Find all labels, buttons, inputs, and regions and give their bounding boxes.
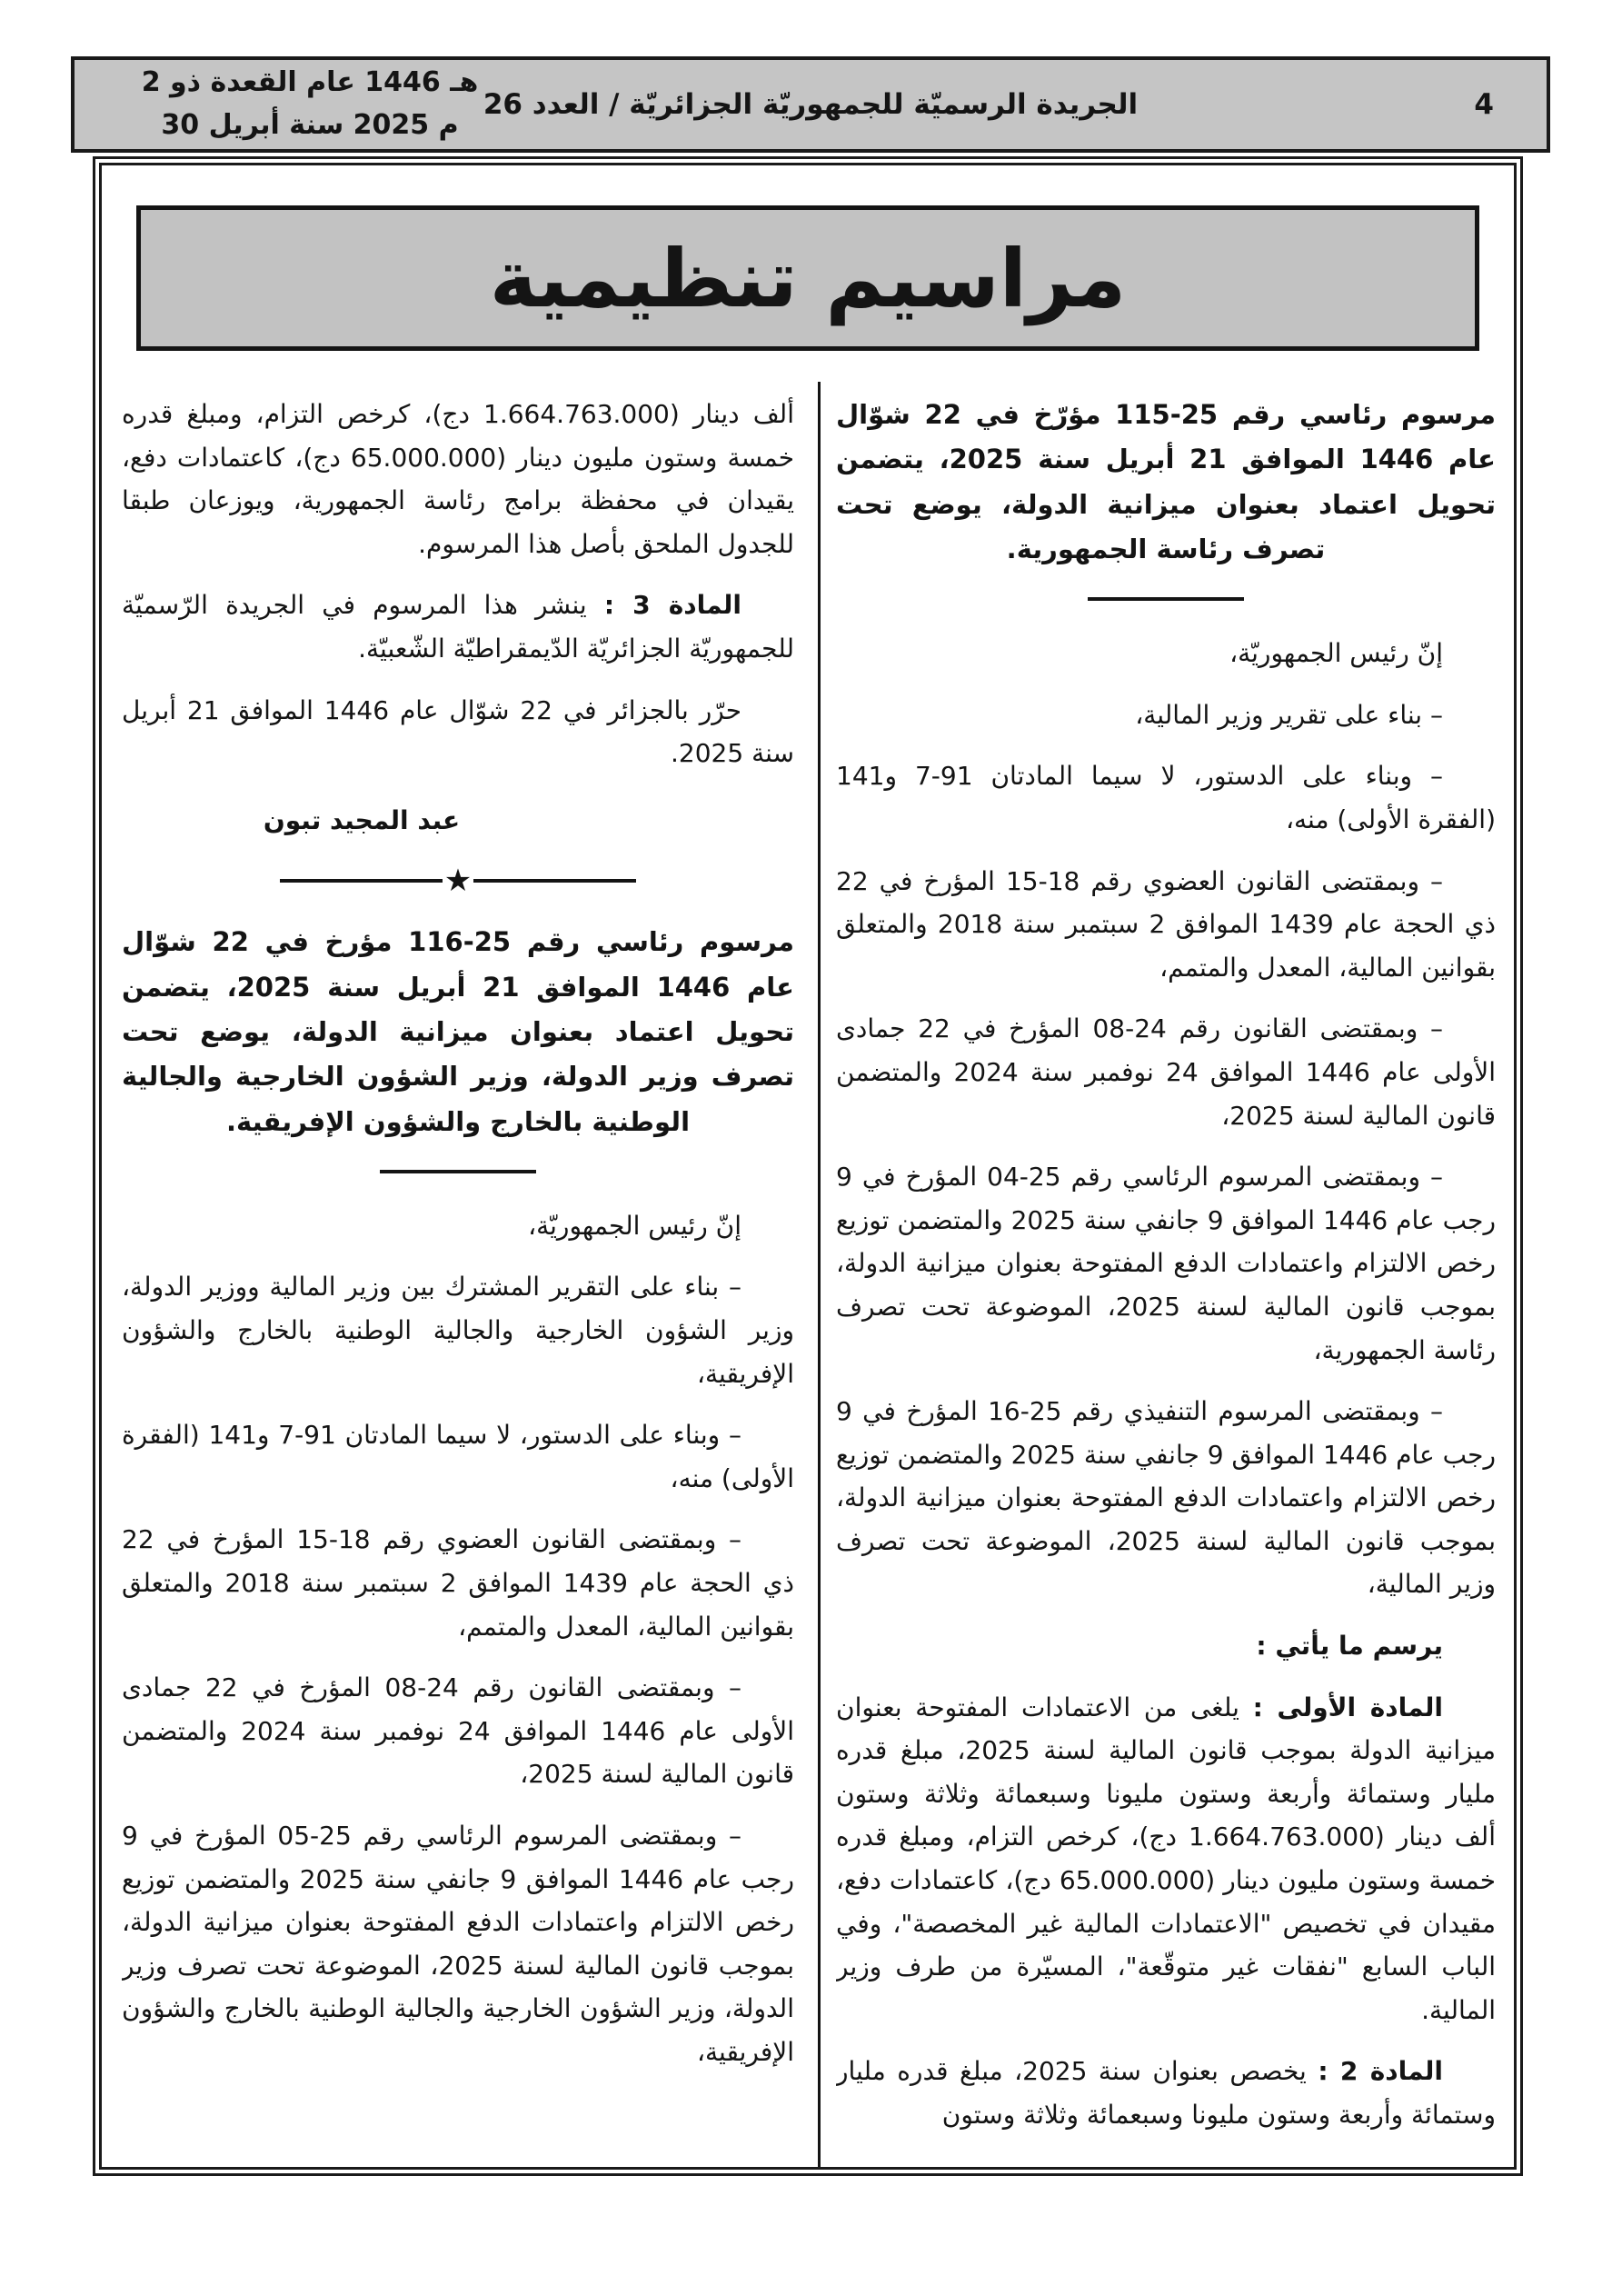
article-1 [836, 1686, 1496, 2032]
signature-name: عبد المجيد تبون [263, 804, 461, 835]
gregorian-date: م 2025 سنة أبريل 30 [161, 108, 459, 141]
visa-item: – وبمقتضى القانون رقم 24-08 المؤرخ في 22 جمادى الأولى عام 1446 الموافق 24 نوفمبر سنة 2024 والمتضمن قانون المالية لسنة 2025، [836, 1013, 1496, 1131]
section-banner-title: مراسيم تنظيمية [489, 231, 1127, 325]
article-2-text: يخصص بعنوان سنة 2025، مبلغ قدره مليار وستمائة وأربعة وستون مليونا وسبعمائة وثلاثة وستون [836, 2056, 1496, 2130]
visa-item: – وبناء على الدستور، لا سيما المادتان 91-7 و141 (الفقرة الأولى) منه، [122, 1420, 794, 1493]
decree-115-title: مرسوم رئاسي رقم 25-115 مؤرّخ في 22 شوّال عام 1446 الموافق 21 أبريل سنة 2025، يتضمن تحويل اعتماد بعنوان ميزانية الدولة، يوضع تحت تصرف رئاسة الجمهورية. [836, 399, 1496, 564]
visa-item: – وبمقتضى القانون العضوي رقم 18-15 المؤرخ في 22 ذي الحجة عام 1439 الموافق 2 سبتمبر سنة 2018 والمتعلق بقوانين المالية، المعدل والمتمم، [122, 1524, 794, 1642]
page-number: 4 [1474, 88, 1494, 121]
decree-116-title: مرسوم رئاسي رقم 25-116 مؤرخ في 22 شوّال عام 1446 الموافق 21 أبريل سنة 2025، يتضمن تحويل اعتماد بعنوان ميزانية الدولة، يوضع تحت تصرف وزير الدولة، وزير الشؤون الخارجية والجالية الوطنية بالخارج والشؤون الإفريقية. [122, 926, 794, 1137]
article-2 [836, 2050, 1496, 2136]
visa-item: – وبمقتضى القانون رقم 24-08 المؤرخ في 22 جمادى الأولى عام 1446 الموافق 24 نوفمبر سنة 2024 والمتضمن قانون المالية لسنة 2025، [122, 1672, 794, 1790]
article-3 [122, 584, 794, 670]
separator-rule [1088, 597, 1244, 601]
visa-item: – وبمقتضى المرسوم الرئاسي رقم 25-04 المؤرخ في 9 رجب عام 1446 الموافق 9 جانفي سنة 2025 والمتضمن توزيع رخص الالتزام واعتمادات الدفع المفتوحة بعنوان ميزانية الدولة، بموجب قانون المالية لسنة 2025، الموضوعة تحت تصرف رئاسة الجمهورية، [836, 1162, 1496, 1365]
article-2-label: المادة 2 : [1318, 2056, 1444, 2087]
section-banner [136, 205, 1479, 351]
visa-item: – وبناء على الدستور، لا سيما المادتان 91-7 و141 (الفقرة الأولى) منه، [836, 761, 1496, 834]
journal-title: الجريدة الرسميّة للجمهوريّة الجزائريّة / العدد 26 [483, 88, 1139, 121]
visa-item: – وبمقتضى المرسوم الرئاسي رقم 25-05 المؤرخ في 9 رجب عام 1446 الموافق 9 جانفي سنة 2025 والمتضمن توزيع رخص الالتزام واعتمادات الدفع المفتوحة بعنوان ميزانية الدولة، بموجب قانون المالية لسنة 2025، الموضوعة تحت تصرف وزير الدولة، وزير الشؤون الخارجية والجالية الوطنية بالخارج والشؤون الإفريقية، [122, 1820, 794, 2067]
signed-at: حرّر بالجزائر في 22 شوّال عام 1446 الموافق 21 أبريل سنة 2025. [122, 694, 794, 769]
enactment-clause: يرسم ما يأتي : [1256, 1631, 1443, 1662]
content-frame [93, 156, 1523, 2176]
star-separator [280, 863, 636, 900]
article-1-text: يلغى من الاعتمادات المفتوحة بعنوان ميزانية الدولة بموجب قانون المالية لسنة 2025، مبلغ قدره مليار وستمائة وأربعة وستون مليونا وسبعمائة وثلاثة وستون ألف دينار (1.664.763.000 دج)، كرخص التزام، ومبلغ قدره خمسة وستون مليون دينار (65.000.000 دج)، كاعتمادات دفع، مقيدان في تخصيص "الاعتمادات المالية غير المخصصة"، وفي الباب السابع "نفقات غير متوقّعة"، المسيّرة من طرف وزير المالية. [836, 1692, 1496, 2025]
visa-item: – بناء على تقرير وزير المالية، [1135, 699, 1443, 730]
visa-item: – وبمقتضى القانون العضوي رقم 18-15 المؤرخ في 22 ذي الحجة عام 1439 الموافق 2 سبتمبر سنة 2018 والمتعلق بقوانين المالية، المعدل والمتمم، [836, 865, 1496, 983]
column-divider [818, 382, 821, 2167]
article-1-label: المادة الأولى : [1252, 1692, 1443, 1722]
separator-line [473, 879, 636, 883]
visa-item: – بناء على التقرير المشترك بين وزير المالية ووزير الدولة، وزير الشؤون الخارجية والجالية الوطنية بالخارج والشؤون الإفريقية، [122, 1272, 794, 1389]
separator-line [280, 879, 443, 883]
preamble: إنّ رئيس الجمهوريّة، [1229, 638, 1443, 669]
hijri-date: هـ 1446 عام القعدة ذو 2 [141, 66, 479, 98]
right-column [836, 393, 1496, 2163]
left-column [122, 393, 794, 2163]
star-icon: ★ [443, 863, 473, 900]
visa-item: – وبمقتضى المرسوم التنفيذي رقم 25-16 المؤرخ في 9 رجب عام 1446 الموافق 9 جانفي سنة 2025 والمتضمن توزيع رخص الالتزام واعتمادات الدفع المفتوحة بعنوان ميزانية الدولة، بموجب قانون المالية لسنة 2025، الموضوعة تحت تصرف وزير المالية، [836, 1396, 1496, 1600]
preamble: إنّ رئيس الجمهوريّة، [528, 1210, 741, 1241]
article-3-text: ينشر هذا المرسوم في الجريدة الرّسميّة للجمهوريّة الجزائريّة الدّيمقراطيّة الشّعبيّة. [122, 590, 794, 664]
separator-rule [380, 1170, 536, 1173]
article-3-label: المادة 3 : [603, 590, 741, 621]
header-strip [71, 56, 1550, 153]
continuation-text: ألف دينار (1.664.763.000 دج)، كرخص التزام، ومبلغ قدره خمسة وستون مليون دينار (65.000.000 دج)، كاعتمادات دفع، يقيدان في محفظة برامج رئاسة الجمهورية، ويوزعان طبقا للجدول الملحق بأصل هذا المرسوم. [122, 399, 794, 559]
